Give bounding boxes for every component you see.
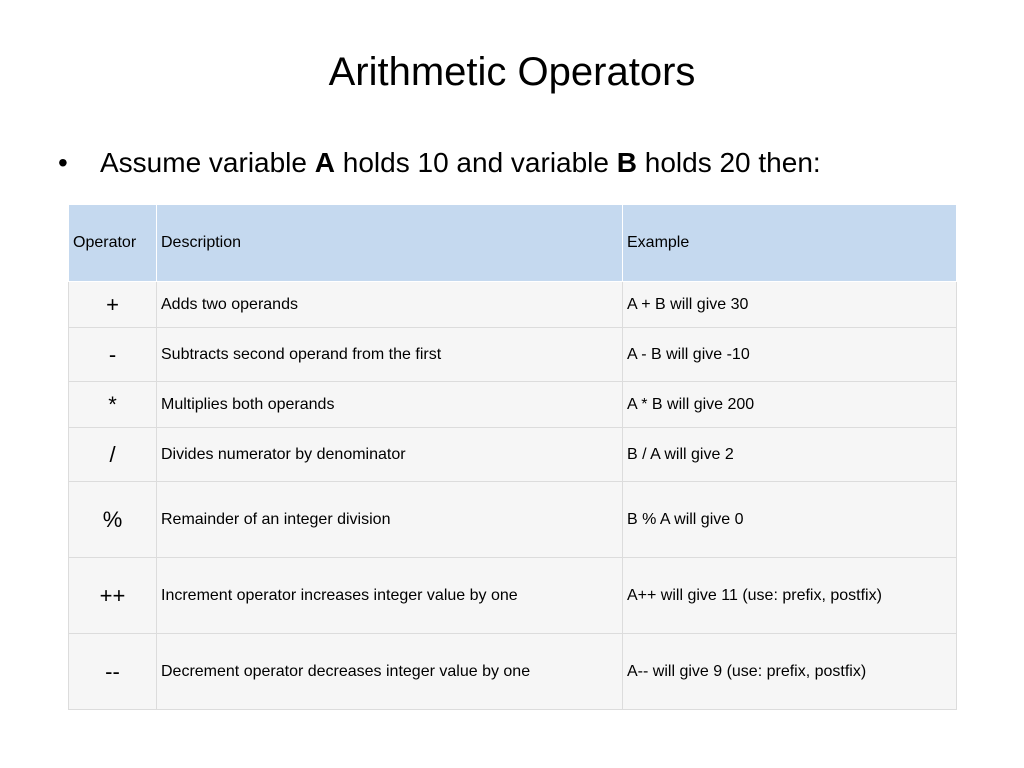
bullet-text-part-2: holds 10 and variable <box>335 147 617 178</box>
operator-cell: + <box>69 282 157 328</box>
example-cell: A++ will give 11 (use: prefix, postfix) <box>623 558 957 634</box>
table-row <box>69 428 957 482</box>
example-cell: B % A will give 0 <box>623 482 957 558</box>
table-row <box>69 282 957 328</box>
description-cell: Subtracts second operand from the first <box>157 328 623 382</box>
example-cell: A + B will give 30 <box>623 282 957 328</box>
description-cell: Divides numerator by denominator <box>157 428 623 482</box>
variable-b: B <box>616 147 637 178</box>
example-cell: B / A will give 2 <box>623 428 957 482</box>
operator-cell: * <box>69 382 157 428</box>
header-example: Example <box>623 205 957 282</box>
description-cell: Increment operator increases integer value by one <box>157 558 623 634</box>
table-header-row <box>69 205 957 282</box>
operator-cell: - <box>69 328 157 382</box>
bullet-text-part-3: holds 20 then: <box>636 147 821 178</box>
bullet-dot-icon: • <box>58 147 68 178</box>
example-cell: A - B will give -10 <box>623 328 957 382</box>
example-cell: A * B will give 200 <box>623 382 957 428</box>
table-row <box>69 558 957 634</box>
description-cell: Remainder of an integer division <box>157 482 623 558</box>
description-cell: Adds two operands <box>157 282 623 328</box>
operator-cell: % <box>69 482 157 558</box>
header-operator: Operator <box>69 205 157 282</box>
header-description: Description <box>157 205 623 282</box>
operators-table <box>68 204 957 710</box>
table-row <box>69 382 957 428</box>
example-cell: A-- will give 9 (use: prefix, postfix) <box>623 634 957 710</box>
bullet-point <box>58 143 821 183</box>
bullet-text-part-1: Assume variable <box>100 147 315 178</box>
table-row <box>69 328 957 382</box>
operator-cell: / <box>69 428 157 482</box>
table-row <box>69 634 957 710</box>
description-cell: Multiplies both operands <box>157 382 623 428</box>
operator-cell: ++ <box>69 558 157 634</box>
variable-a: A <box>314 147 335 178</box>
description-cell: Decrement operator decreases integer value by one <box>157 634 623 710</box>
slide-title: Arithmetic Operators <box>328 50 696 94</box>
table-row <box>69 482 957 558</box>
operator-cell: -- <box>69 634 157 710</box>
